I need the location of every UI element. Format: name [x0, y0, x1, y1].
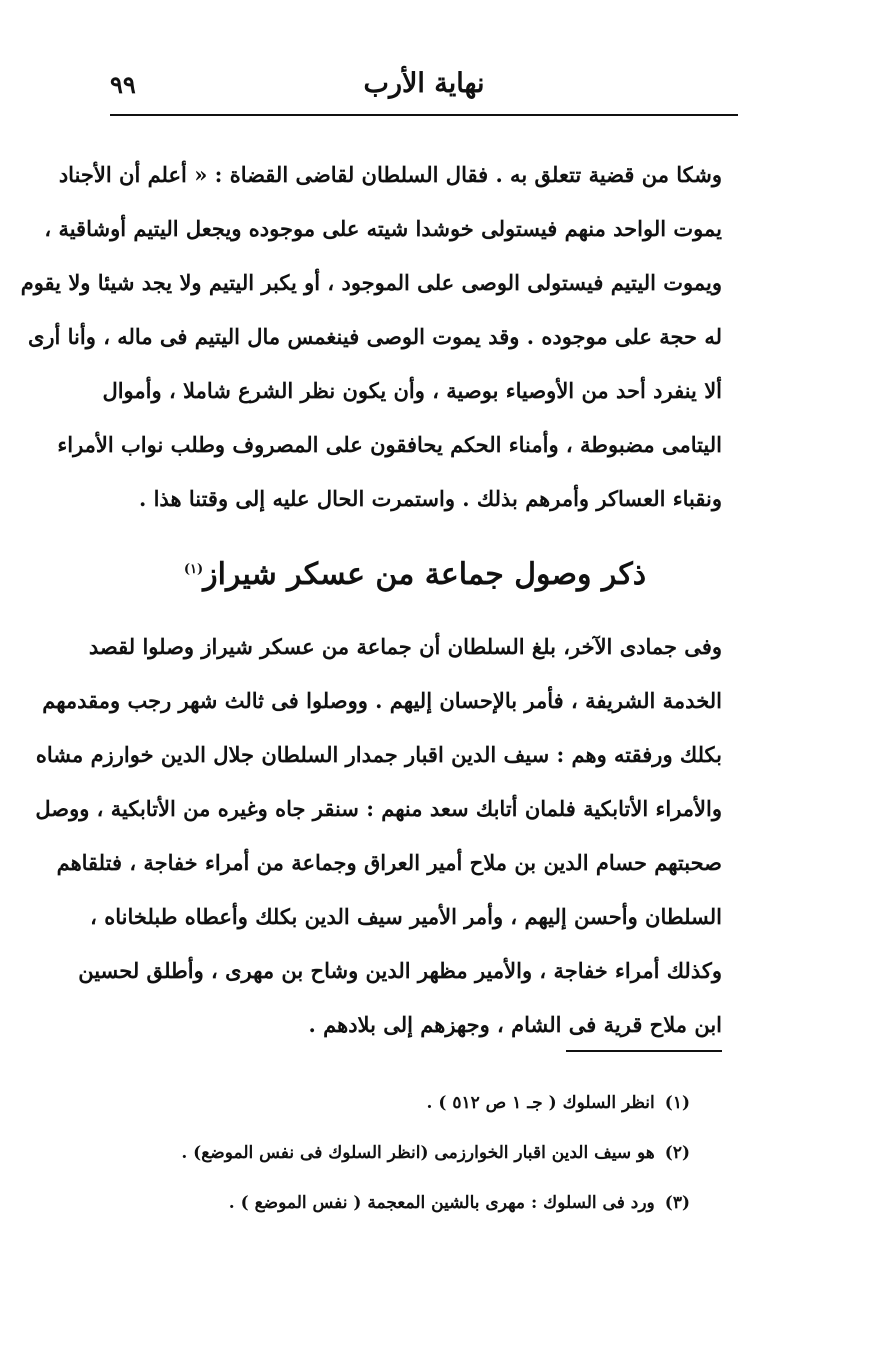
text-line: له حجة على موجوده . وقد يموت الوصى فينغمس مال اليتيم فى ماله ، وأنا أرى: [27, 324, 722, 349]
text-line: وشكا من قضية تتعلق به . فقال السلطان لقاضى القضاة : « أعلم أن الأجناد: [58, 162, 722, 187]
footnote-mark: (٣): [664, 1193, 690, 1213]
text-line: صحبتهم حسام الدين بن ملاح أمير العراق وجماعة من أمراء خفاجة ، فتلقاهم: [56, 850, 722, 875]
text-line: ويموت اليتيم فيستولى الوصى على الموجود ، أو يكبر اليتيم ولا يجد شيئا ولا يقوم: [20, 270, 722, 295]
footnote-text: انظر السلوك ( جـ ١ ص ٥١٢ ) .: [426, 1093, 655, 1113]
section-heading: [108, 540, 722, 605]
header-rule: [110, 114, 738, 116]
text-line: يموت الواحد منهم فيستولى خوشدا شيته على موجوده ويجعل اليتيم أوشاقية ،: [44, 216, 722, 241]
text-line: وفى جمادى الآخر، بلغ السلطان أن جماعة من عسكر شيراز وصلوا لقصد: [88, 634, 722, 659]
paragraph-1: [20, 148, 722, 526]
footnote-1: [300, 1078, 690, 1128]
footnote-text: هو سيف الدين اقبار الخوارزمى (انظر السلوك فى نفس الموضع) .: [181, 1143, 655, 1163]
text-line: السلطان وأحسن إليهم ، وأمر الأمير سيف الدين بكلك وأعطاه طبلخاناه ،: [90, 904, 722, 929]
text-line: ونقباء العساكر وأمرهم بذلك . واستمرت الحال عليه إلى وقتنا هذا .: [138, 486, 722, 511]
text-line: ابن ملاح قرية فى الشام ، وجهزهم إلى بلادهم .: [308, 1012, 722, 1037]
text-line: بكلك ورفقته وهم : سيف الدين اقبار جمدار السلطان جلال الدين خوارزم مشاه: [35, 742, 722, 767]
text-line: والأمراء الأتابكية فلمان أتابك سعد منهم : سنقر جاه وغيره من الأتابكية ، ووصل: [35, 796, 722, 821]
paragraph-2: [35, 620, 722, 1052]
page-number: ٩٩: [110, 70, 136, 99]
section-heading-text: ذكر وصول جماعة من عسكر شيراز: [203, 557, 647, 592]
running-header: [110, 66, 738, 114]
footnote-text: ورد فى السلوك : مهرى بالشين المعجمة ( نفس الموضع ) .: [228, 1193, 655, 1213]
footnote-mark: (٢): [664, 1143, 690, 1163]
footnote-mark: (١): [664, 1093, 690, 1113]
text-line: اليتامى مضبوطة ، وأمناء الحكم يحافقون على المصروف وطلب نواب الأمراء: [57, 432, 722, 457]
text-line: وكذلك أمراء خفاجة ، والأمير مظهر الدين وشاح بن مهرى ، وأطلق لحسين: [78, 958, 722, 983]
footnotes: [181, 1078, 690, 1228]
footnote-ref-1: (١): [183, 562, 204, 577]
text-line: الخدمة الشريفة ، فأمر بالإحسان إليهم . ووصلوا فى ثالث شهر رجب ومقدمهم: [42, 688, 722, 713]
running-title: نهاية الأرب: [363, 68, 485, 99]
footnote-3: [228, 1178, 690, 1228]
footnote-2: [181, 1128, 690, 1178]
text-line: ألا ينفرد أحد من الأوصياء بوصية ، وأن يكون نظر الشرع شاملا ، وأموال: [102, 378, 722, 403]
footnote-rule: [566, 1050, 722, 1052]
